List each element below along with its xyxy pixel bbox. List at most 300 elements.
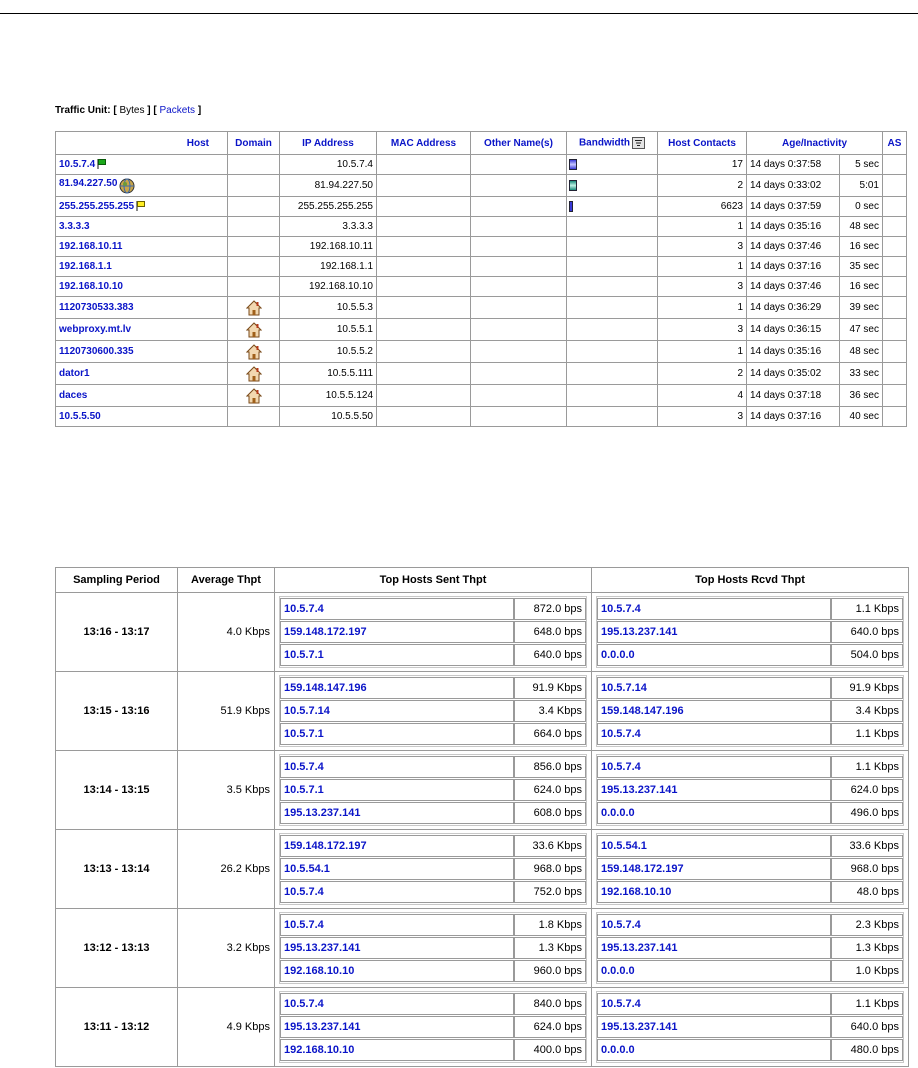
top-host-entry <box>280 960 586 982</box>
top-host-entry <box>280 858 586 880</box>
host-contacts-cell: 1 <box>658 217 747 237</box>
traffic-unit-label: Traffic Unit: <box>55 105 111 116</box>
top-host-entry <box>597 677 903 699</box>
top-host-entry <box>597 960 903 982</box>
mac-address-cell <box>377 257 471 277</box>
host-row <box>56 319 907 341</box>
host-contacts-cell: 1 <box>658 257 747 277</box>
other-names-cell <box>471 197 567 217</box>
top-host-entry <box>280 700 586 722</box>
top-host-thpt: 624.0 bps <box>514 1016 586 1038</box>
domain-cell <box>228 385 280 407</box>
inactivity-cell: 16 sec <box>840 237 883 257</box>
other-names-cell <box>471 257 567 277</box>
mac-address-cell <box>377 237 471 257</box>
average-thpt-cell: 3.2 Kbps <box>178 909 275 988</box>
domain-cell <box>228 297 280 319</box>
ip-address-cell: 192.168.1.1 <box>280 257 377 277</box>
top-host-link[interactable]: 0.0.0.0 <box>597 644 831 666</box>
age-cell: 14 days 0:35:16 <box>747 341 840 363</box>
host-cell[interactable] <box>56 175 228 197</box>
age-cell: 14 days 0:35:02 <box>747 363 840 385</box>
host-cell[interactable] <box>56 297 228 319</box>
top-host-entry <box>597 937 903 959</box>
top-host-link[interactable]: 192.168.10.10 <box>597 881 831 903</box>
top-host-entry <box>597 993 903 1015</box>
age-cell: 14 days 0:37:16 <box>747 257 840 277</box>
top-host-entry <box>280 779 586 801</box>
ip-address-cell: 10.5.5.111 <box>280 363 377 385</box>
top-hosts-rcvd-cell <box>592 988 909 1067</box>
host-link[interactable]: 81.94.227.50 <box>59 177 118 189</box>
home-icon[interactable] <box>246 388 262 404</box>
top-host-entry <box>280 881 586 903</box>
as-cell <box>883 319 907 341</box>
host-cell[interactable] <box>56 363 228 385</box>
top-host-link[interactable]: 195.13.237.141 <box>597 937 831 959</box>
ip-address-cell: 10.5.5.1 <box>280 319 377 341</box>
top-host-entry <box>280 598 586 620</box>
ip-address-cell: 10.5.5.124 <box>280 385 377 407</box>
col-ip-address[interactable]: IP Address <box>280 132 377 155</box>
header-rule <box>0 13 918 14</box>
host-cell[interactable] <box>56 155 228 175</box>
as-cell <box>883 197 907 217</box>
col-host-contacts[interactable]: Host Contacts <box>658 132 747 155</box>
top-host-link[interactable]: 10.5.7.14 <box>597 677 831 699</box>
host-cell[interactable] <box>56 385 228 407</box>
mac-address-cell <box>377 175 471 197</box>
top-host-thpt: 624.0 bps <box>831 779 903 801</box>
ip-address-cell: 10.5.7.4 <box>280 155 377 175</box>
top-host-entry <box>597 779 903 801</box>
green-flag-icon <box>97 159 107 169</box>
host-row <box>56 257 907 277</box>
top-hosts-rcvd-list <box>596 833 904 905</box>
inactivity-cell: 48 sec <box>840 217 883 237</box>
top-host-link[interactable]: 10.5.54.1 <box>597 835 831 857</box>
host-contacts-cell: 2 <box>658 363 747 385</box>
mac-address-cell <box>377 197 471 217</box>
top-hosts-rcvd-list <box>596 596 904 668</box>
age-cell: 14 days 0:33:02 <box>747 175 840 197</box>
col-average-thpt: Average Thpt <box>178 568 275 593</box>
host-row <box>56 155 907 175</box>
top-hosts-rcvd-cell <box>592 751 909 830</box>
bandwidth-cell <box>567 277 658 297</box>
top-host-thpt: 48.0 bps <box>831 881 903 903</box>
host-contacts-cell: 3 <box>658 407 747 427</box>
host-cell[interactable] <box>56 257 228 277</box>
top-host-link[interactable]: 10.5.7.4 <box>280 881 514 903</box>
other-names-cell <box>471 341 567 363</box>
host-cell[interactable] <box>56 341 228 363</box>
top-host-link[interactable]: 195.13.237.141 <box>597 779 831 801</box>
yellow-flag-icon <box>136 201 146 211</box>
top-hosts-rcvd-cell <box>592 593 909 672</box>
host-contacts-cell: 3 <box>658 319 747 341</box>
bandwidth-cell <box>567 363 658 385</box>
as-cell <box>883 257 907 277</box>
bandwidth-cell <box>567 407 658 427</box>
sampling-period-cell: 13:12 - 13:13 <box>56 909 178 988</box>
host-row <box>56 341 907 363</box>
inactivity-cell: 40 sec <box>840 407 883 427</box>
top-host-link[interactable]: 195.13.237.141 <box>597 1016 831 1038</box>
age-cell: 14 days 0:37:46 <box>747 237 840 257</box>
host-link[interactable]: dator1 <box>59 368 90 379</box>
other-names-cell <box>471 297 567 319</box>
top-host-link[interactable]: 0.0.0.0 <box>597 960 831 982</box>
other-names-cell <box>471 385 567 407</box>
top-hosts-rcvd-list <box>596 675 904 747</box>
top-hosts-rcvd-list <box>596 754 904 826</box>
inactivity-cell: 16 sec <box>840 277 883 297</box>
top-hosts-sent-list <box>279 991 587 1063</box>
top-host-link[interactable]: 10.5.7.1 <box>280 644 514 666</box>
top-host-entry <box>597 914 903 936</box>
other-names-cell <box>471 319 567 341</box>
bandwidth-cell <box>567 197 658 217</box>
top-host-thpt: 608.0 bps <box>514 802 586 824</box>
host-link[interactable]: 10.5.5.50 <box>59 411 101 422</box>
average-thpt-cell: 4.9 Kbps <box>178 988 275 1067</box>
bandwidth-bar <box>569 180 577 191</box>
top-host-thpt: 664.0 bps <box>514 723 586 745</box>
top-host-thpt: 840.0 bps <box>514 993 586 1015</box>
as-cell <box>883 237 907 257</box>
as-cell <box>883 277 907 297</box>
top-host-entry <box>280 937 586 959</box>
host-link[interactable]: 10.5.7.4 <box>59 159 96 170</box>
sampling-row <box>56 988 909 1067</box>
traffic-unit-packets-link[interactable]: Packets <box>159 105 196 116</box>
top-host-link[interactable]: 10.5.7.1 <box>280 779 514 801</box>
top-host-thpt: 640.0 bps <box>831 1016 903 1038</box>
average-thpt-cell: 26.2 Kbps <box>178 830 275 909</box>
top-hosts-rcvd-cell <box>592 672 909 751</box>
col-as[interactable]: AS <box>883 132 907 155</box>
sampling-row <box>56 909 909 988</box>
host-row <box>56 237 907 257</box>
host-row <box>56 175 907 197</box>
top-host-link[interactable]: 192.168.10.10 <box>280 1039 514 1061</box>
home-icon[interactable] <box>246 344 262 360</box>
host-row <box>56 197 907 217</box>
other-names-cell <box>471 363 567 385</box>
bandwidth-cell <box>567 341 658 363</box>
top-host-entry <box>597 802 903 824</box>
top-host-thpt: 872.0 bps <box>514 598 586 620</box>
host-link[interactable]: 3.3.3.3 <box>59 221 90 232</box>
bandwidth-bar <box>569 159 577 170</box>
top-host-entry <box>280 621 586 643</box>
globe-icon <box>119 178 135 194</box>
top-host-thpt: 1.1 Kbps <box>831 598 903 620</box>
top-host-link[interactable]: 159.148.172.197 <box>280 621 514 643</box>
ip-address-cell: 10.5.5.50 <box>280 407 377 427</box>
top-host-entry <box>597 858 903 880</box>
host-link[interactable]: webproxy.mt.lv <box>59 324 132 335</box>
top-host-thpt: 33.6 Kbps <box>831 835 903 857</box>
top-host-entry <box>280 644 586 666</box>
top-host-entry <box>597 621 903 643</box>
top-host-entry <box>597 598 903 620</box>
domain-cell <box>228 257 280 277</box>
top-hosts-sent-list <box>279 754 587 826</box>
mac-address-cell <box>377 319 471 341</box>
sampling-period-cell: 13:13 - 13:14 <box>56 830 178 909</box>
domain-cell <box>228 319 280 341</box>
top-host-thpt: 640.0 bps <box>831 621 903 643</box>
as-cell <box>883 175 907 197</box>
top-host-link[interactable]: 192.168.10.10 <box>280 960 514 982</box>
mac-address-cell <box>377 217 471 237</box>
top-hosts-sent-list <box>279 833 587 905</box>
col-age-inactivity[interactable]: Age/Inactivity <box>747 132 883 155</box>
top-hosts-sent-cell <box>275 672 592 751</box>
top-hosts-rcvd-cell <box>592 909 909 988</box>
bandwidth-bar <box>569 201 573 212</box>
top-host-entry <box>280 1039 586 1061</box>
top-host-thpt: 91.9 Kbps <box>831 677 903 699</box>
host-cell[interactable] <box>56 277 228 297</box>
top-host-link[interactable]: 10.5.7.4 <box>280 756 514 778</box>
top-host-thpt: 1.3 Kbps <box>514 937 586 959</box>
top-host-link[interactable]: 10.5.7.14 <box>280 700 514 722</box>
host-cell[interactable] <box>56 407 228 427</box>
domain-cell <box>228 407 280 427</box>
host-link[interactable]: 255.255.255.255 <box>59 201 135 212</box>
top-host-thpt: 33.6 Kbps <box>514 835 586 857</box>
mac-address-cell <box>377 407 471 427</box>
age-cell: 14 days 0:37:18 <box>747 385 840 407</box>
col-domain[interactable]: Domain <box>228 132 280 155</box>
host-cell[interactable] <box>56 319 228 341</box>
top-host-entry <box>280 1016 586 1038</box>
top-host-thpt: 1.8 Kbps <box>514 914 586 936</box>
top-host-link[interactable]: 195.13.237.141 <box>597 621 831 643</box>
mac-address-cell <box>377 297 471 319</box>
domain-cell <box>228 363 280 385</box>
sampling-row <box>56 672 909 751</box>
host-row <box>56 217 907 237</box>
top-host-link[interactable]: 10.5.7.4 <box>280 993 514 1015</box>
bandwidth-cell <box>567 155 658 175</box>
top-host-thpt: 624.0 bps <box>514 779 586 801</box>
home-icon[interactable] <box>246 322 262 338</box>
col-top-hosts-sent: Top Hosts Sent Thpt <box>275 568 592 593</box>
host-link[interactable]: 1120730533.383 <box>59 302 134 313</box>
host-link[interactable]: 1120730600.335 <box>59 346 134 357</box>
col-other-names[interactable]: Other Name(s) <box>471 132 567 155</box>
top-hosts-sent-list <box>279 596 587 668</box>
col-top-hosts-rcvd: Top Hosts Rcvd Thpt <box>592 568 909 593</box>
host-row <box>56 297 907 319</box>
inactivity-cell: 47 sec <box>840 319 883 341</box>
inactivity-cell: 36 sec <box>840 385 883 407</box>
top-host-thpt: 1.0 Kbps <box>831 960 903 982</box>
other-names-cell <box>471 407 567 427</box>
ip-address-cell: 10.5.5.2 <box>280 341 377 363</box>
inactivity-cell: 48 sec <box>840 341 883 363</box>
top-host-thpt: 496.0 bps <box>831 802 903 824</box>
age-cell: 14 days 0:35:16 <box>747 217 840 237</box>
ip-address-cell: 192.168.10.10 <box>280 277 377 297</box>
col-bandwidth[interactable] <box>567 132 658 155</box>
top-host-entry <box>280 723 586 745</box>
top-host-thpt: 480.0 bps <box>831 1039 903 1061</box>
host-contacts-cell: 4 <box>658 385 747 407</box>
top-host-link[interactable]: 0.0.0.0 <box>597 1039 831 1061</box>
top-host-thpt: 648.0 bps <box>514 621 586 643</box>
top-host-entry <box>280 756 586 778</box>
top-host-thpt: 91.9 Kbps <box>514 677 586 699</box>
mac-address-cell <box>377 341 471 363</box>
domain-cell <box>228 197 280 217</box>
sampling-period-cell: 13:16 - 13:17 <box>56 593 178 672</box>
top-host-link[interactable]: 159.148.172.197 <box>280 835 514 857</box>
top-host-entry <box>597 700 903 722</box>
other-names-cell <box>471 237 567 257</box>
top-hosts-sent-list <box>279 675 587 747</box>
top-host-entry <box>280 993 586 1015</box>
top-host-thpt: 400.0 bps <box>514 1039 586 1061</box>
top-host-entry <box>597 881 903 903</box>
top-host-link[interactable]: 0.0.0.0 <box>597 802 831 824</box>
host-cell[interactable] <box>56 237 228 257</box>
top-host-thpt: 960.0 bps <box>514 960 586 982</box>
host-row <box>56 407 907 427</box>
top-hosts-rcvd-cell <box>592 830 909 909</box>
top-host-thpt: 1.3 Kbps <box>831 937 903 959</box>
other-names-cell <box>471 175 567 197</box>
age-cell: 14 days 0:37:46 <box>747 277 840 297</box>
as-cell <box>883 407 907 427</box>
top-hosts-sent-cell <box>275 988 592 1067</box>
host-link[interactable]: 192.168.1.1 <box>59 261 112 272</box>
sort-menu-icon[interactable] <box>632 137 645 149</box>
home-icon[interactable] <box>246 366 262 382</box>
sampling-period-cell: 13:11 - 13:12 <box>56 988 178 1067</box>
top-host-link[interactable]: 10.5.7.4 <box>597 993 831 1015</box>
top-host-thpt: 968.0 bps <box>831 858 903 880</box>
other-names-cell <box>471 155 567 175</box>
col-host[interactable]: Host <box>56 132 228 155</box>
traffic-unit-selector: Traffic Unit: [ Bytes ] [ Packets ] <box>55 105 202 116</box>
hosts-table <box>55 131 907 427</box>
sampling-row <box>56 830 909 909</box>
col-bandwidth-label[interactable]: Bandwidth <box>578 137 631 149</box>
as-cell <box>883 155 907 175</box>
top-host-entry <box>597 1016 903 1038</box>
home-icon[interactable] <box>246 300 262 316</box>
domain-cell <box>228 341 280 363</box>
top-host-entry <box>597 756 903 778</box>
mac-address-cell <box>377 277 471 297</box>
host-link[interactable]: 192.168.10.10 <box>59 281 123 292</box>
host-contacts-cell: 1 <box>658 297 747 319</box>
top-host-link[interactable]: 159.148.147.196 <box>280 677 514 699</box>
age-cell: 14 days 0:37:58 <box>747 155 840 175</box>
age-cell: 14 days 0:36:29 <box>747 297 840 319</box>
bandwidth-cell <box>567 217 658 237</box>
top-host-entry <box>280 835 586 857</box>
ip-address-cell: 10.5.5.3 <box>280 297 377 319</box>
age-cell: 14 days 0:37:16 <box>747 407 840 427</box>
top-host-link[interactable]: 10.5.7.4 <box>280 598 514 620</box>
traffic-unit-bytes: Bytes <box>119 105 145 116</box>
top-host-thpt: 3.4 Kbps <box>514 700 586 722</box>
top-host-link[interactable]: 159.148.172.197 <box>597 858 831 880</box>
top-host-link[interactable]: 10.5.7.1 <box>280 723 514 745</box>
inactivity-cell: 35 sec <box>840 257 883 277</box>
top-host-link[interactable]: 159.148.147.196 <box>597 700 831 722</box>
as-cell <box>883 341 907 363</box>
host-link[interactable]: daces <box>59 390 88 401</box>
top-host-link[interactable]: 10.5.7.4 <box>597 598 831 620</box>
bandwidth-cell <box>567 297 658 319</box>
top-host-thpt: 856.0 bps <box>514 756 586 778</box>
top-host-thpt: 968.0 bps <box>514 858 586 880</box>
host-row <box>56 363 907 385</box>
age-cell: 14 days 0:37:59 <box>747 197 840 217</box>
domain-cell <box>228 175 280 197</box>
top-host-link[interactable]: 10.5.7.4 <box>597 914 831 936</box>
top-host-thpt: 2.3 Kbps <box>831 914 903 936</box>
top-host-link[interactable]: 195.13.237.141 <box>280 802 514 824</box>
as-cell <box>883 217 907 237</box>
throughput-table <box>55 567 909 1067</box>
sampling-row <box>56 751 909 830</box>
mac-address-cell <box>377 363 471 385</box>
col-mac-address[interactable]: MAC Address <box>377 132 471 155</box>
host-cell[interactable] <box>56 217 228 237</box>
top-hosts-sent-cell <box>275 593 592 672</box>
top-host-link[interactable]: 195.13.237.141 <box>280 1016 514 1038</box>
top-hosts-sent-list <box>279 912 587 984</box>
domain-cell <box>228 155 280 175</box>
as-cell <box>883 385 907 407</box>
inactivity-cell: 39 sec <box>840 297 883 319</box>
host-row <box>56 277 907 297</box>
bandwidth-cell <box>567 385 658 407</box>
top-host-link[interactable]: 195.13.237.141 <box>280 937 514 959</box>
top-host-thpt: 3.4 Kbps <box>831 700 903 722</box>
average-thpt-cell: 3.5 Kbps <box>178 751 275 830</box>
host-cell[interactable] <box>56 197 228 217</box>
host-contacts-cell: 17 <box>658 155 747 175</box>
bandwidth-cell <box>567 257 658 277</box>
top-host-link[interactable]: 10.5.54.1 <box>280 858 514 880</box>
top-host-link[interactable]: 10.5.7.4 <box>597 723 831 745</box>
top-hosts-rcvd-list <box>596 991 904 1063</box>
ip-address-cell: 255.255.255.255 <box>280 197 377 217</box>
mac-address-cell <box>377 385 471 407</box>
top-host-entry <box>597 1039 903 1061</box>
top-host-link[interactable]: 10.5.7.4 <box>597 756 831 778</box>
ip-address-cell: 3.3.3.3 <box>280 217 377 237</box>
top-hosts-sent-cell <box>275 751 592 830</box>
ip-address-cell: 81.94.227.50 <box>280 175 377 197</box>
host-contacts-cell: 2 <box>658 175 747 197</box>
host-link[interactable]: 192.168.10.11 <box>59 241 123 252</box>
top-hosts-sent-cell <box>275 830 592 909</box>
sampling-period-cell: 13:14 - 13:15 <box>56 751 178 830</box>
top-host-link[interactable]: 10.5.7.4 <box>280 914 514 936</box>
host-contacts-cell: 6623 <box>658 197 747 217</box>
host-contacts-cell: 3 <box>658 277 747 297</box>
